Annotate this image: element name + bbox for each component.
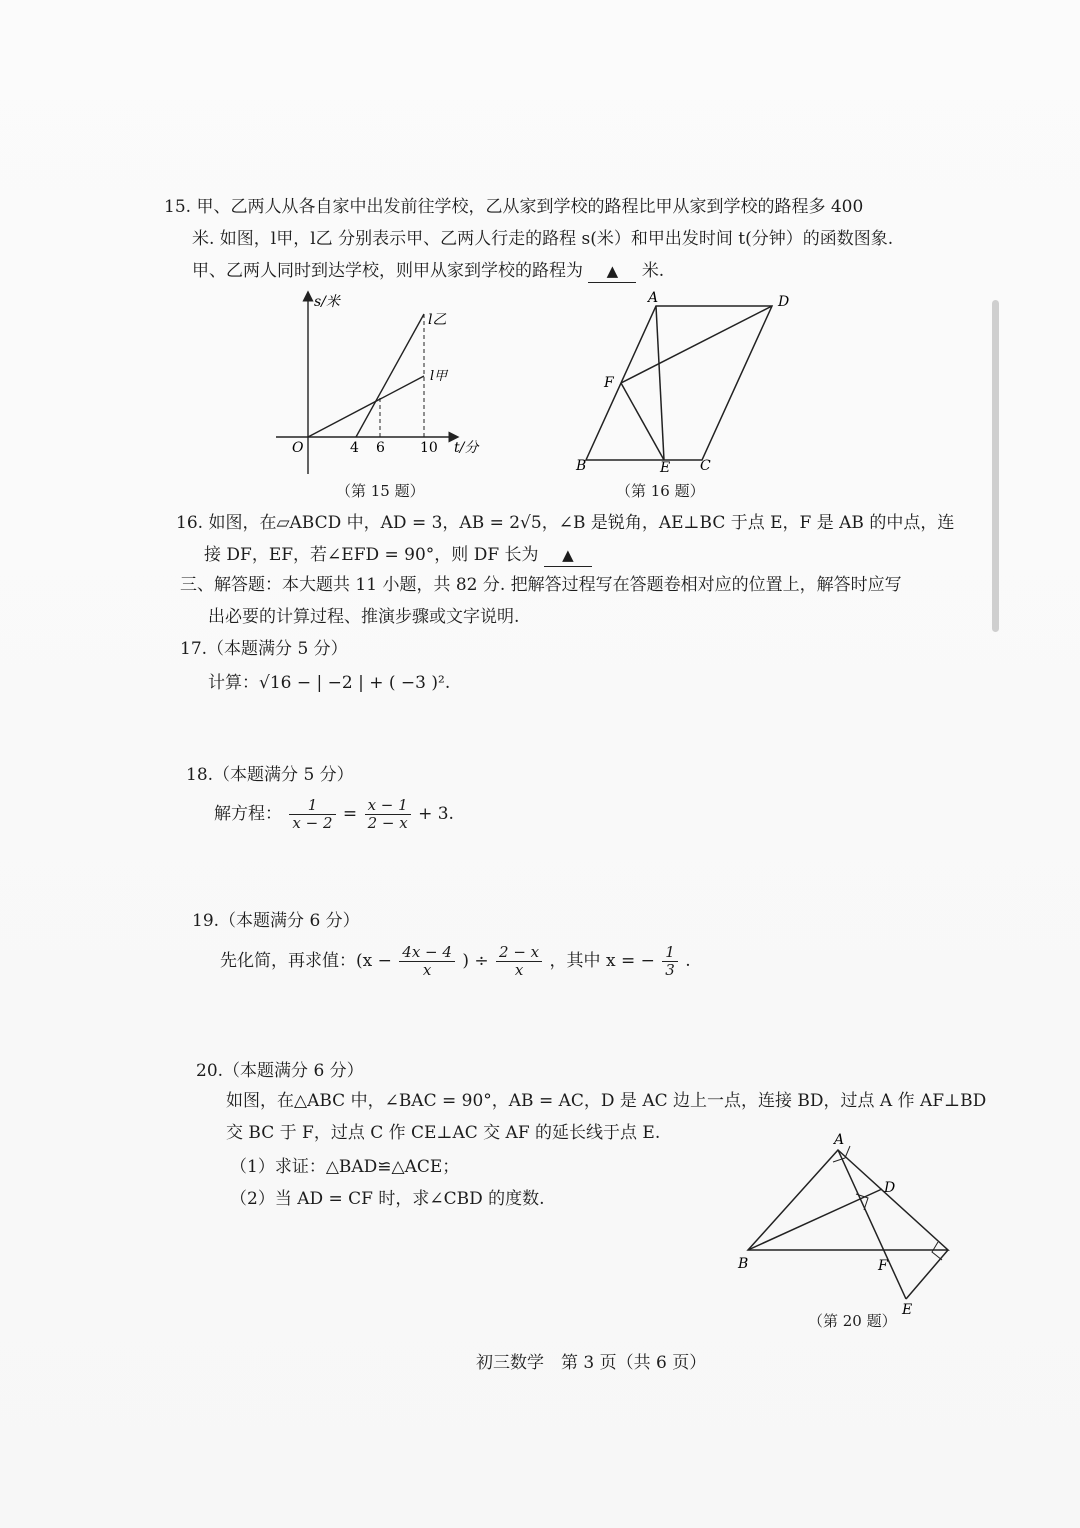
segment-df <box>621 306 772 383</box>
s-axis-label: s/米 <box>314 294 340 310</box>
q19-condition: ，其中 x = − <box>549 951 655 971</box>
segment-ae <box>656 306 664 460</box>
q18-f2-num: x − 1 <box>365 797 411 815</box>
point-f: F <box>878 1258 888 1274</box>
q18-prefix: 解方程： <box>214 804 282 824</box>
q18-equals: = <box>342 804 358 824</box>
point-b: B <box>576 458 587 474</box>
q15-line-2: 米. 如图，l甲，l乙 分别表示甲、乙两人行走的路程 s(米）和甲出发时间 t(分钟）的函数图象. <box>192 229 894 249</box>
q18-fraction-2 <box>365 797 411 832</box>
point-b: B <box>738 1256 749 1272</box>
right-angle-c <box>932 1242 942 1260</box>
q18-heading: 18.（本题满分 5 分） <box>186 765 354 785</box>
q19-f3-num: 1 <box>662 944 678 962</box>
segment-bd <box>748 1189 882 1250</box>
q16-caption: （第 16 题） <box>616 482 705 500</box>
q19-f2-den: x <box>514 961 524 979</box>
q19-fraction-3 <box>662 944 678 979</box>
q17-heading: 17.（本题满分 5 分） <box>180 639 348 659</box>
line-jia <box>308 376 424 437</box>
q20-heading: 20.（本题满分 6 分） <box>196 1061 364 1081</box>
q20-line-2: 交 BC 于 F，过点 C 作 CE⊥AC 交 AF 的延长线于点 E. <box>226 1123 661 1143</box>
q20-triangle-figure <box>730 1128 960 1318</box>
vertical-scrollbar[interactable] <box>992 300 999 632</box>
q19-mid: ) ÷ <box>462 951 489 971</box>
label-l-yi: l乙 <box>428 312 447 328</box>
q16-answer-blank: ▲ <box>544 544 592 567</box>
q15-line-3-end: 米. <box>641 261 665 281</box>
q20-caption: （第 20 题） <box>808 1312 897 1330</box>
q19-expression <box>220 942 691 980</box>
q19-f1-den: x <box>422 961 432 979</box>
point-e: E <box>660 460 671 476</box>
section-3-line-2: 出必要的计算过程、推演步骤或文字说明. <box>208 607 520 627</box>
q15-line-3 <box>192 260 664 283</box>
q16-parallelogram-figure <box>570 288 810 478</box>
q18-equation <box>214 796 454 832</box>
parallelogram-abcd <box>586 306 772 460</box>
q19-f3-den: 3 <box>665 961 675 979</box>
q18-fraction-1 <box>289 797 335 832</box>
q15-line-1: 15. 甲、乙两人从各自家中出发前往学校，乙从家到学校的路程比甲从家到学校的路程多 400 <box>164 197 864 217</box>
q18-f1-den: x − 2 <box>292 814 333 832</box>
q16-line-1: 16. 如图，在▱ABCD 中，AD = 3，AB = 2√5，∠B 是锐角，AE⊥BC 于点 E，F 是 AB 的中点，连 <box>176 513 955 533</box>
q18-f2-den: 2 − x <box>367 814 408 832</box>
section-3-line-1: 三、解答题：本大题共 11 小题，共 82 分. 把解答过程写在答题卷相对应的位置上，解答时应写 <box>180 575 902 595</box>
q15-line-3-text: 甲、乙两人同时到达学校，则甲从家到学校的路程为 <box>192 261 583 281</box>
tick-4: 4 <box>350 440 359 456</box>
q19-f1-num: 4x − 4 <box>399 944 455 962</box>
q20-part-1: （1）求证：△BAD≌△ACE； <box>230 1157 460 1177</box>
q19-fraction-2 <box>496 944 542 979</box>
point-a: A <box>648 290 659 306</box>
q15-caption: （第 15 题） <box>336 482 425 500</box>
point-a: A <box>834 1132 845 1148</box>
q15-answer-blank: ▲ <box>588 260 636 283</box>
line-yi <box>356 314 424 437</box>
q19-heading: 19.（本题满分 6 分） <box>192 911 360 931</box>
point-d: D <box>778 294 790 310</box>
q16-line-2-text: 接 DF，EF，若∠EFD = 90°，则 DF 长为 <box>204 545 539 565</box>
q18-f1-num: 1 <box>289 797 335 815</box>
q20-part-2: （2）当 AD = CF 时，求∠CBD 的度数. <box>230 1189 545 1209</box>
page-footer: 初三数学 第 3 页（共 6 页） <box>476 1353 707 1373</box>
label-l-jia: l甲 <box>430 369 448 384</box>
q16-line-2 <box>204 544 592 567</box>
point-c: C <box>700 458 711 474</box>
t-axis-label: t/分 <box>454 440 479 456</box>
point-d: D <box>884 1180 896 1196</box>
point-e: E <box>902 1302 913 1318</box>
segment-ef <box>621 383 664 460</box>
q17-expression: 计算：√16 − | −2 | + ( −3 )². <box>208 673 451 693</box>
q19-prefix: 先化简，再求值：(x − <box>220 951 392 971</box>
segment-ae <box>838 1150 906 1299</box>
tick-10: 10 <box>420 440 438 456</box>
tick-6: 6 <box>376 440 385 456</box>
segment-ce <box>906 1250 948 1299</box>
q19-f2-num: 2 − x <box>496 944 542 962</box>
q20-line-1: 如图，在△ABC 中，∠BAC = 90°，AB = AC，D 是 AC 边上一点，连接 BD，过点 A 作 AF⊥BD <box>226 1091 987 1111</box>
q18-suffix: + 3. <box>418 804 454 824</box>
point-f: F <box>604 375 614 391</box>
origin-label: O <box>292 440 304 456</box>
q19-end: . <box>685 951 691 971</box>
q15-function-graph <box>272 292 502 482</box>
triangle-abc <box>748 1150 948 1250</box>
q19-fraction-1 <box>399 944 455 979</box>
